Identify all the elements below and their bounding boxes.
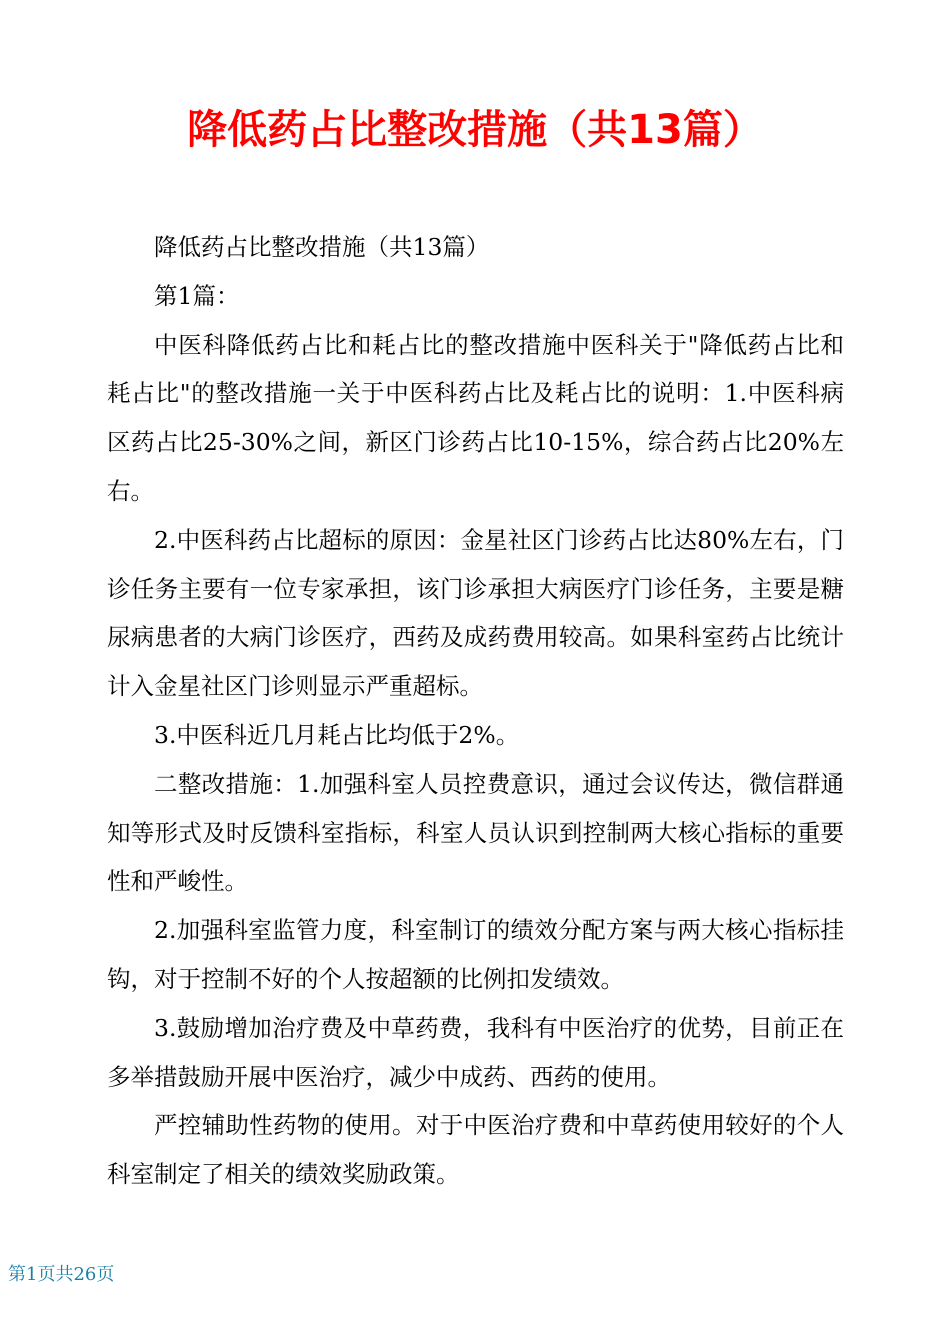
paragraph-body: 中医科降低药占比和耗占比的整改措施中医科关于"降低药占比和耗占比"的整改措施一关于中医科药占比及耗占比的说明：1.中医科病区药占比25-30%之间，新区门诊药占比10-15%，综合药占比20%左右。 [107,330,844,505]
paragraph-body: 二整改措施：1.加强科室人员控费意识，通过会议传达，微信群通知等形式及时反馈科室指标，科室人员认识到控制两大核心指标的重要性和严峻性。 [107,769,844,896]
paragraph-body: 2.加强科室监管力度，科室制订的绩效分配方案与两大核心指标挂钩，对于控制不好的个人按超额的比例扣发绩效。 [107,916,844,993]
paragraph-body: 2.中医科药占比超标的原因：金星社区门诊药占比达80%左右，门诊任务主要有一位专家承担，该门诊承担大病医疗门诊任务，主要是糖尿病患者的大病门诊医疗，西药及成药费用较高。如果科室药占比统计计入金星社区门诊则显示严重超标。 [107,525,844,701]
paragraph-body: 3.中医科近几月耗占比均低于2%。 [154,720,520,749]
page-number-footer: 第1页共26页 [8,1264,115,1285]
paragraph-subtitle: 降低药占比整改措施（共13篇） [154,233,490,261]
paragraph-body: 严控辅助性药物的使用。对于中医治疗费和中草药使用较好的个人科室制定了相关的绩效奖励政策。 [107,1111,844,1189]
page-title: 降低药占比整改措施（共13篇） [187,107,763,153]
paragraph-body: 3.鼓励增加治疗费及中草药费，我科有中医治疗的优势，目前正在多举措鼓励开展中医治疗，减少中成药、西药的使用。 [107,1013,844,1091]
paragraph-section-heading: 第1篇： [154,281,240,310]
document-body [107,223,844,1199]
